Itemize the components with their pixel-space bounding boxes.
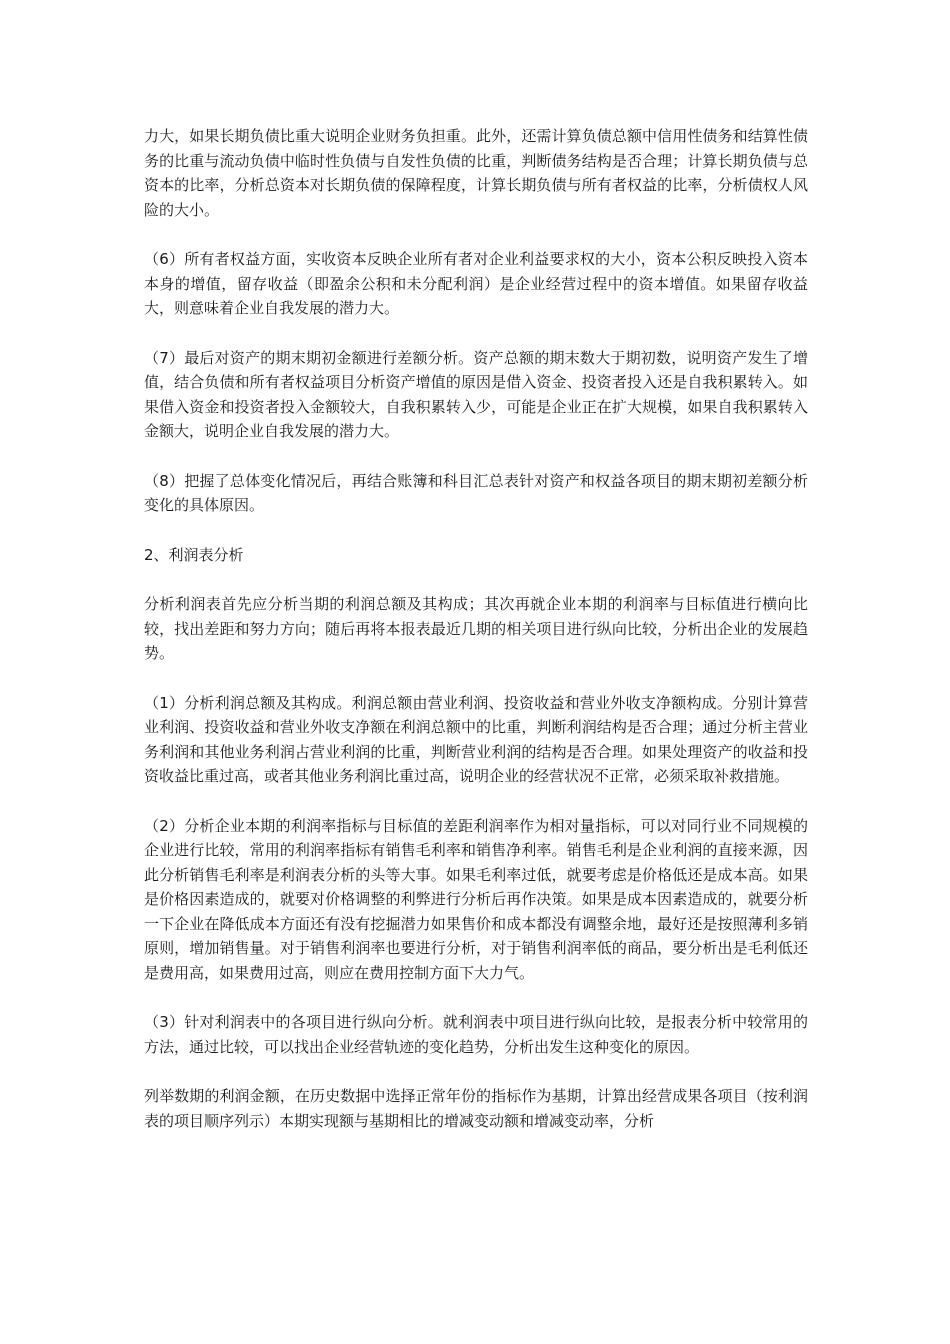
paragraph-profit-margin: （2）分析企业本期的利润率指标与目标值的差距利润率作为相对量指标，可以对同行业不同规模的企业进行比较，常用的利润率指标有销售毛利率和销售净利率。销售毛利是企业利润的直接来源，因此分析销售毛利率是利润表分析的头等大事。如果毛利率过低，就要考虑是价格低还是成本高。如果是价格因素造成的，就要对价格调整的利弊进行分析后再作决策。如果是成本因素造成的，就要分析一下企业在降低成本方面还有没有挖掘潜力如果售价和成本都没有调整余地，最好还是按照薄利多销原则，增加销售量。对于销售利润率也要进行分析，对于销售利润率低的商品，要分析出是毛利低还是费用高，如果费用过高，则应在费用控制方面下大力气。 [144,816,808,982]
paragraph-vertical-analysis: （3）针对利润表中的各项目进行纵向分析。就利润表中项目进行纵向比较，是报表分析中较常用的方法，通过比较，可以找出企业经营轨迹的变化趋势，分析出发生这种变化的原因。 [144,1013,808,1056]
paragraph-liability-structure: 力大，如果长期负债比重大说明企业财务负担重。此外，还需计算负债总额中信用性债务和结算性债务的比重与流动负债中临时性负债与自发性负债的比重，判断债务结构是否合理；计算长期负债与总资本的比率，分析总资本对长期负债的保障程度，计算长期负债与所有者权益的比率，分析债权人风险的大小。 [144,127,808,219]
paragraph-income-intro: 分析利润表首先应分析当期的利润总额及其构成；其次再就企业本期的利润率与目标值进行横向比较，找出差距和努力方向；随后再将本报表最近几期的相关项目进行纵向比较，分析出企业的发展趋势。 [144,595,808,662]
section-heading-income-statement: 2、利润表分析 [144,545,244,564]
paragraph-overall-change: （8）把握了总体变化情况后，再结合账簿和科目汇总表针对资产和权益各项目的期末期初差额分析变化的具体原因。 [144,471,808,514]
paragraph-profit-composition: （1）分析利润总额及其构成。利润总额由营业利润、投资收益和营业外收支净额构成。分别计算营业利润、投资收益和营业外收支净额在利润总额中的比重，判断利润结构是否合理；通过分析主营业务利润和其他业务利润占营业利润的比重，判断营业利润的结构是否合理。如果处理资产的收益和投资收益比重过高，或者其他业务利润比重过高，说明企业的经营状况不正常，必须采取补救措施。 [144,693,808,785]
document-body [144,124,808,1158]
paragraph-owner-equity: （6）所有者权益方面，实收资本反映企业所有者对企业利益要求权的大小，资本公积反映投入资本本身的增值，留存收益（即盈余公积和未分配利润）是企业经营过程中的资本增值。如果留存收益大，则意味着企业自我发展的潜力大。 [144,250,808,317]
paragraph-historical-comparison: 列举数期的利润金额，在历史数据中选择正常年份的指标作为基期，计算出经营成果各项目（按利润表的项目顺序列示）本期实现额与基期相比的增减变动额和增减变动率，分析 [144,1087,808,1130]
paragraph-asset-difference: （7）最后对资产的期末期初金额进行差额分析。资产总额的期末数大于期初数，说明资产发生了增值，结合负债和所有者权益项目分析资产增值的原因是借入资金、投资者投入还是自我积累转入。如果借入资金和投资者投入金额较大，自我积累转入少，可能是企业正在扩大规模，如果自我积累转入金额大，说明企业自我发展的潜力大。 [144,348,808,440]
